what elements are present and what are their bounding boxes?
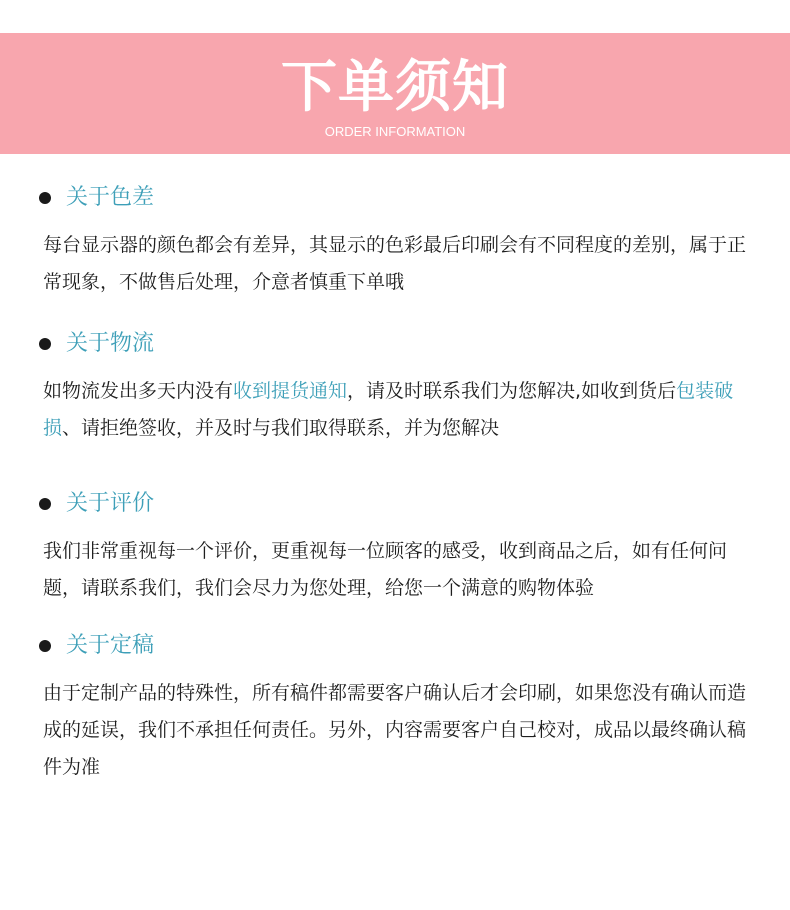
section-title: 关于定稿	[66, 633, 155, 658]
bullet-icon	[39, 192, 51, 204]
bullet-icon	[39, 498, 51, 510]
bullet-icon	[39, 338, 51, 350]
section-body: 我们非常重视每一个评价，更重视每一位顾客的感受，收到商品之后，如有任何问题，请联系我们，我们会尽力为您处理，给您一个满意的购物体验	[43, 540, 728, 599]
body-text: 、请拒绝签收，并及时与我们取得联系，并为您解决	[62, 417, 500, 439]
section-title: 关于物流	[66, 331, 155, 356]
header-banner	[0, 33, 790, 154]
section-title: 关于评价	[66, 491, 155, 516]
page-title: 下单须知	[281, 55, 509, 120]
section-body: 由于定制产品的特殊性，所有稿件都需要客户确认后才会印刷，如果您没有确认而造成的延误，我们不承担任何责任。另外，内容需要客户自己校对，成品以最终确认稿件为准	[43, 682, 747, 778]
bullet-icon	[39, 640, 51, 652]
section-title: 关于色差	[66, 185, 155, 210]
section-body	[43, 373, 748, 447]
highlight-text-pickup-notice: 收到提货通知	[233, 380, 348, 402]
body-text: ，请及时联系我们为您解决,如收到货后	[347, 380, 677, 402]
body-text: 如物流发出多天内没有	[43, 380, 234, 402]
section-body: 每台显示器的颜色都会有差异，其显示的色彩最后印刷会有不同程度的差别，属于正常现象，不做售后处理，介意者慎重下单哦	[43, 234, 747, 293]
highlight-text-damaged-package: 包装破损	[43, 380, 734, 439]
page-subtitle: ORDER INFORMATION	[324, 124, 466, 139]
